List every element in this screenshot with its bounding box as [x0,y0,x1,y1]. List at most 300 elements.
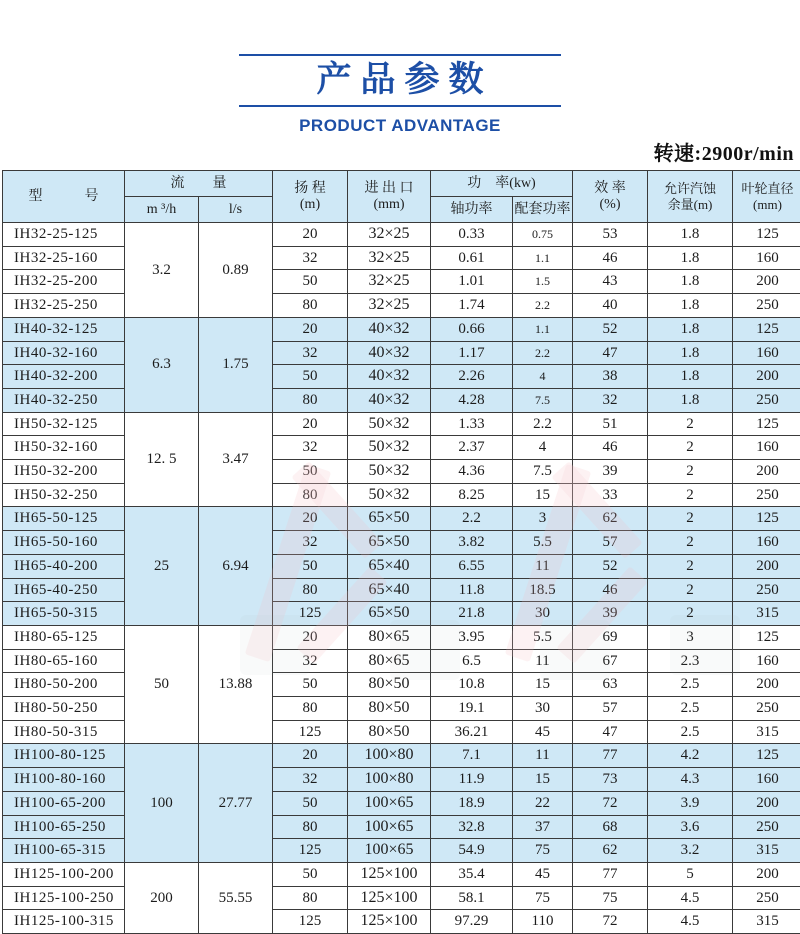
head-cell: 20 [273,223,348,247]
model-cell: IH65-40-250 [3,578,125,602]
impeller-cell: 250 [733,815,800,839]
spec-table-header [3,171,800,223]
table-row [3,531,800,555]
flow-ls-cell: 3.47 [199,412,273,507]
col-header-flow-ls: l/s [199,197,273,223]
table-row [3,436,800,460]
table-row [3,460,800,484]
efficiency-cell: 77 [573,862,648,886]
table-row [3,294,800,318]
shaft-power-cell: 10.8 [431,673,513,697]
head-cell: 125 [273,910,348,934]
efficiency-cell: 39 [573,602,648,626]
shaft-power-cell: 35.4 [431,862,513,886]
npsh-cell: 4.5 [648,910,733,934]
head-cell: 80 [273,578,348,602]
shaft-power-cell: 97.29 [431,910,513,934]
inlet-outlet-cell: 32×25 [348,223,431,247]
shaft-power-cell: 2.2 [431,507,513,531]
col-header-flow-group: 流 量 [125,171,273,197]
inlet-outlet-cell: 100×80 [348,768,431,792]
inlet-outlet-cell: 65×50 [348,507,431,531]
table-row [3,697,800,721]
impeller-cell: 160 [733,531,800,555]
match-power-cell: 1.1 [513,317,573,341]
shaft-power-cell: 8.25 [431,483,513,507]
rotation-speed-note: 转速:2900r/min [0,137,800,166]
shaft-power-cell: 3.82 [431,531,513,555]
shaft-power-cell: 1.17 [431,341,513,365]
npsh-cell: 4.5 [648,886,733,910]
npsh-cell: 1.8 [648,341,733,365]
impeller-cell: 315 [733,910,800,934]
head-cell: 32 [273,768,348,792]
match-power-cell: 1.1 [513,246,573,270]
match-power-cell: 75 [513,839,573,863]
inlet-outlet-cell: 125×100 [348,886,431,910]
flow-ls-cell: 6.94 [199,507,273,626]
match-power-cell: 18.5 [513,578,573,602]
model-cell: IH80-50-250 [3,697,125,721]
inlet-outlet-cell: 80×50 [348,720,431,744]
col-header-match-power: 配套功率 [513,197,573,223]
model-cell: IH125-100-200 [3,862,125,886]
efficiency-cell: 62 [573,839,648,863]
head-cell: 80 [273,294,348,318]
model-cell: IH65-40-200 [3,554,125,578]
flow-m3h-cell: 200 [125,862,199,933]
efficiency-cell: 46 [573,578,648,602]
head-cell: 50 [273,673,348,697]
head-cell: 50 [273,791,348,815]
efficiency-cell: 40 [573,294,648,318]
table-row [3,246,800,270]
head-cell: 80 [273,483,348,507]
model-cell: IH40-32-125 [3,317,125,341]
npsh-cell: 4.3 [648,768,733,792]
model-cell: IH50-32-125 [3,412,125,436]
efficiency-cell: 33 [573,483,648,507]
title-rule-bottom [239,105,561,107]
npsh-cell: 1.8 [648,365,733,389]
col-header-model: 型 号 [3,171,125,223]
shaft-power-cell: 18.9 [431,791,513,815]
impeller-cell: 160 [733,436,800,460]
inlet-outlet-cell: 80×65 [348,649,431,673]
inlet-outlet-cell: 40×32 [348,317,431,341]
head-cell: 80 [273,815,348,839]
match-power-cell: 4 [513,436,573,460]
impeller-cell: 200 [733,673,800,697]
npsh-cell: 4.2 [648,744,733,768]
match-power-cell: 37 [513,815,573,839]
table-row [3,602,800,626]
match-power-cell: 7.5 [513,460,573,484]
model-cell: IH80-50-200 [3,673,125,697]
match-power-cell: 110 [513,910,573,934]
model-cell: IH50-32-200 [3,460,125,484]
table-row [3,388,800,412]
model-cell: IH50-32-160 [3,436,125,460]
model-cell: IH125-100-315 [3,910,125,934]
impeller-cell: 125 [733,744,800,768]
model-cell: IH100-80-160 [3,768,125,792]
model-cell: IH100-65-315 [3,839,125,863]
table-row [3,365,800,389]
efficiency-cell: 72 [573,791,648,815]
head-cell: 20 [273,744,348,768]
table-row [3,507,800,531]
model-cell: IH80-65-160 [3,649,125,673]
model-cell: IH32-25-125 [3,223,125,247]
model-cell: IH40-32-160 [3,341,125,365]
flow-ls-cell: 13.88 [199,625,273,744]
efficiency-cell: 67 [573,649,648,673]
inlet-outlet-cell: 40×32 [348,365,431,389]
efficiency-cell: 38 [573,365,648,389]
match-power-cell: 30 [513,697,573,721]
head-cell: 32 [273,649,348,673]
shaft-power-cell: 0.61 [431,246,513,270]
model-cell: IH50-32-250 [3,483,125,507]
flow-m3h-cell: 12. 5 [125,412,199,507]
inlet-outlet-cell: 125×100 [348,910,431,934]
table-row [3,791,800,815]
impeller-cell: 125 [733,507,800,531]
match-power-cell: 1.5 [513,270,573,294]
match-power-cell: 4 [513,365,573,389]
col-header-inlet-outlet: 进 出 口 (mm) [348,171,431,223]
match-power-cell: 0.75 [513,223,573,247]
inlet-outlet-cell: 32×25 [348,294,431,318]
npsh-cell: 2.3 [648,649,733,673]
shaft-power-cell: 32.8 [431,815,513,839]
model-cell: IH40-32-250 [3,388,125,412]
efficiency-cell: 73 [573,768,648,792]
inlet-outlet-cell: 65×40 [348,578,431,602]
spec-table [2,170,800,934]
npsh-cell: 2.5 [648,673,733,697]
head-cell: 20 [273,625,348,649]
match-power-cell: 11 [513,649,573,673]
table-row [3,910,800,934]
inlet-outlet-cell: 50×32 [348,436,431,460]
table-row [3,625,800,649]
head-cell: 50 [273,554,348,578]
inlet-outlet-cell: 80×65 [348,625,431,649]
inlet-outlet-cell: 50×32 [348,412,431,436]
inlet-outlet-cell: 32×25 [348,246,431,270]
impeller-cell: 125 [733,625,800,649]
table-row [3,649,800,673]
match-power-cell: 45 [513,862,573,886]
npsh-cell: 2 [648,436,733,460]
npsh-cell: 2 [648,507,733,531]
match-power-cell: 2.2 [513,341,573,365]
shaft-power-cell: 54.9 [431,839,513,863]
table-row [3,483,800,507]
efficiency-cell: 46 [573,246,648,270]
impeller-cell: 160 [733,341,800,365]
inlet-outlet-cell: 65×40 [348,554,431,578]
efficiency-cell: 52 [573,317,648,341]
shaft-power-cell: 7.1 [431,744,513,768]
table-row [3,412,800,436]
match-power-cell: 15 [513,483,573,507]
efficiency-cell: 39 [573,460,648,484]
inlet-outlet-cell: 40×32 [348,341,431,365]
model-cell: IH80-50-315 [3,720,125,744]
impeller-cell: 315 [733,602,800,626]
match-power-cell: 7.5 [513,388,573,412]
head-cell: 20 [273,317,348,341]
shaft-power-cell: 6.55 [431,554,513,578]
head-cell: 32 [273,436,348,460]
efficiency-cell: 68 [573,815,648,839]
head-cell: 20 [273,412,348,436]
efficiency-cell: 69 [573,625,648,649]
model-cell: IH40-32-200 [3,365,125,389]
impeller-cell: 250 [733,697,800,721]
table-row [3,341,800,365]
match-power-cell: 5.5 [513,531,573,555]
shaft-power-cell: 0.66 [431,317,513,341]
flow-ls-cell: 27.77 [199,744,273,863]
efficiency-cell: 53 [573,223,648,247]
npsh-cell: 2 [648,460,733,484]
head-cell: 32 [273,531,348,555]
impeller-cell: 200 [733,554,800,578]
npsh-cell: 3.2 [648,839,733,863]
shaft-power-cell: 21.8 [431,602,513,626]
impeller-cell: 200 [733,460,800,484]
shaft-power-cell: 0.33 [431,223,513,247]
impeller-cell: 125 [733,412,800,436]
impeller-cell: 160 [733,649,800,673]
title-block [0,0,800,136]
flow-ls-cell: 55.55 [199,862,273,933]
table-row [3,554,800,578]
head-cell: 125 [273,602,348,626]
table-row [3,673,800,697]
npsh-cell: 5 [648,862,733,886]
match-power-cell: 75 [513,886,573,910]
inlet-outlet-cell: 100×65 [348,791,431,815]
inlet-outlet-cell: 100×65 [348,815,431,839]
efficiency-cell: 47 [573,720,648,744]
head-cell: 125 [273,839,348,863]
match-power-cell: 15 [513,768,573,792]
table-row [3,223,800,247]
match-power-cell: 15 [513,673,573,697]
col-header-impeller: 叶轮直径 (mm) [733,171,800,223]
efficiency-cell: 47 [573,341,648,365]
head-cell: 32 [273,341,348,365]
impeller-cell: 315 [733,720,800,744]
head-cell: 50 [273,365,348,389]
head-cell: 20 [273,507,348,531]
col-header-power-group: 功 率(kw) [431,171,573,197]
impeller-cell: 160 [733,768,800,792]
inlet-outlet-cell: 50×32 [348,460,431,484]
npsh-cell: 2 [648,483,733,507]
table-row [3,862,800,886]
npsh-cell: 2.5 [648,697,733,721]
model-cell: IH80-65-125 [3,625,125,649]
npsh-cell: 2 [648,554,733,578]
impeller-cell: 125 [733,317,800,341]
efficiency-cell: 46 [573,436,648,460]
efficiency-cell: 57 [573,531,648,555]
head-cell: 125 [273,720,348,744]
flow-m3h-cell: 6.3 [125,317,199,412]
npsh-cell: 1.8 [648,388,733,412]
efficiency-cell: 72 [573,910,648,934]
impeller-cell: 125 [733,223,800,247]
shaft-power-cell: 11.8 [431,578,513,602]
npsh-cell: 2 [648,578,733,602]
table-row [3,768,800,792]
npsh-cell: 3 [648,625,733,649]
impeller-cell: 160 [733,246,800,270]
npsh-cell: 1.8 [648,223,733,247]
model-cell: IH65-50-315 [3,602,125,626]
shaft-power-cell: 58.1 [431,886,513,910]
flow-m3h-cell: 3.2 [125,223,199,318]
efficiency-cell: 75 [573,886,648,910]
model-cell: IH125-100-250 [3,886,125,910]
efficiency-cell: 32 [573,388,648,412]
model-cell: IH32-25-250 [3,294,125,318]
page-subtitle: PRODUCT ADVANTAGE [0,116,800,136]
shaft-power-cell: 1.01 [431,270,513,294]
shaft-power-cell: 2.37 [431,436,513,460]
model-cell: IH32-25-200 [3,270,125,294]
inlet-outlet-cell: 32×25 [348,270,431,294]
npsh-cell: 1.8 [648,294,733,318]
shaft-power-cell: 2.26 [431,365,513,389]
flow-m3h-cell: 50 [125,625,199,744]
match-power-cell: 5.5 [513,625,573,649]
table-row [3,317,800,341]
efficiency-cell: 63 [573,673,648,697]
flow-ls-cell: 1.75 [199,317,273,412]
head-cell: 80 [273,886,348,910]
match-power-cell: 45 [513,720,573,744]
inlet-outlet-cell: 125×100 [348,862,431,886]
efficiency-cell: 62 [573,507,648,531]
match-power-cell: 2.2 [513,294,573,318]
model-cell: IH100-65-200 [3,791,125,815]
match-power-cell: 22 [513,791,573,815]
spec-table-body [3,223,800,934]
col-header-npsh: 允许汽蚀 余量(m) [648,171,733,223]
impeller-cell: 315 [733,839,800,863]
inlet-outlet-cell: 80×50 [348,697,431,721]
match-power-cell: 2.2 [513,412,573,436]
match-power-cell: 11 [513,554,573,578]
model-cell: IH100-65-250 [3,815,125,839]
table-row [3,815,800,839]
table-row [3,270,800,294]
model-cell: IH100-80-125 [3,744,125,768]
impeller-cell: 200 [733,862,800,886]
match-power-cell: 3 [513,507,573,531]
inlet-outlet-cell: 100×80 [348,744,431,768]
col-header-head: 扬 程 (m) [273,171,348,223]
match-power-cell: 11 [513,744,573,768]
inlet-outlet-cell: 40×32 [348,388,431,412]
shaft-power-cell: 11.9 [431,768,513,792]
efficiency-cell: 57 [573,697,648,721]
table-row [3,578,800,602]
head-cell: 50 [273,270,348,294]
npsh-cell: 1.8 [648,317,733,341]
model-cell: IH32-25-160 [3,246,125,270]
inlet-outlet-cell: 65×50 [348,602,431,626]
npsh-cell: 2.5 [648,720,733,744]
npsh-cell: 2 [648,531,733,555]
table-row [3,839,800,863]
model-cell: IH65-50-160 [3,531,125,555]
table-row [3,720,800,744]
efficiency-cell: 43 [573,270,648,294]
table-row [3,744,800,768]
npsh-cell: 3.6 [648,815,733,839]
head-cell: 32 [273,246,348,270]
shaft-power-cell: 6.5 [431,649,513,673]
match-power-cell: 30 [513,602,573,626]
flow-m3h-cell: 100 [125,744,199,863]
inlet-outlet-cell: 100×65 [348,839,431,863]
efficiency-cell: 52 [573,554,648,578]
impeller-cell: 250 [733,483,800,507]
efficiency-cell: 51 [573,412,648,436]
impeller-cell: 250 [733,294,800,318]
impeller-cell: 250 [733,388,800,412]
npsh-cell: 2 [648,602,733,626]
efficiency-cell: 77 [573,744,648,768]
impeller-cell: 250 [733,886,800,910]
head-cell: 80 [273,697,348,721]
impeller-cell: 200 [733,791,800,815]
shaft-power-cell: 1.33 [431,412,513,436]
col-header-flow-m3h: m ³/h [125,197,199,223]
col-header-efficiency: 效 率 (%) [573,171,648,223]
npsh-cell: 3.9 [648,791,733,815]
title-rule-top [239,54,561,56]
npsh-cell: 1.8 [648,246,733,270]
shaft-power-cell: 36.21 [431,720,513,744]
page-title: 产品参数 [0,62,800,98]
npsh-cell: 2 [648,412,733,436]
impeller-cell: 250 [733,578,800,602]
head-cell: 80 [273,388,348,412]
head-cell: 50 [273,460,348,484]
flow-m3h-cell: 25 [125,507,199,626]
shaft-power-cell: 1.74 [431,294,513,318]
shaft-power-cell: 19.1 [431,697,513,721]
inlet-outlet-cell: 50×32 [348,483,431,507]
impeller-cell: 200 [733,270,800,294]
inlet-outlet-cell: 65×50 [348,531,431,555]
shaft-power-cell: 4.36 [431,460,513,484]
flow-ls-cell: 0.89 [199,223,273,318]
model-cell: IH65-50-125 [3,507,125,531]
col-header-shaft-power: 轴功率 [431,197,513,223]
shaft-power-cell: 4.28 [431,388,513,412]
npsh-cell: 1.8 [648,270,733,294]
